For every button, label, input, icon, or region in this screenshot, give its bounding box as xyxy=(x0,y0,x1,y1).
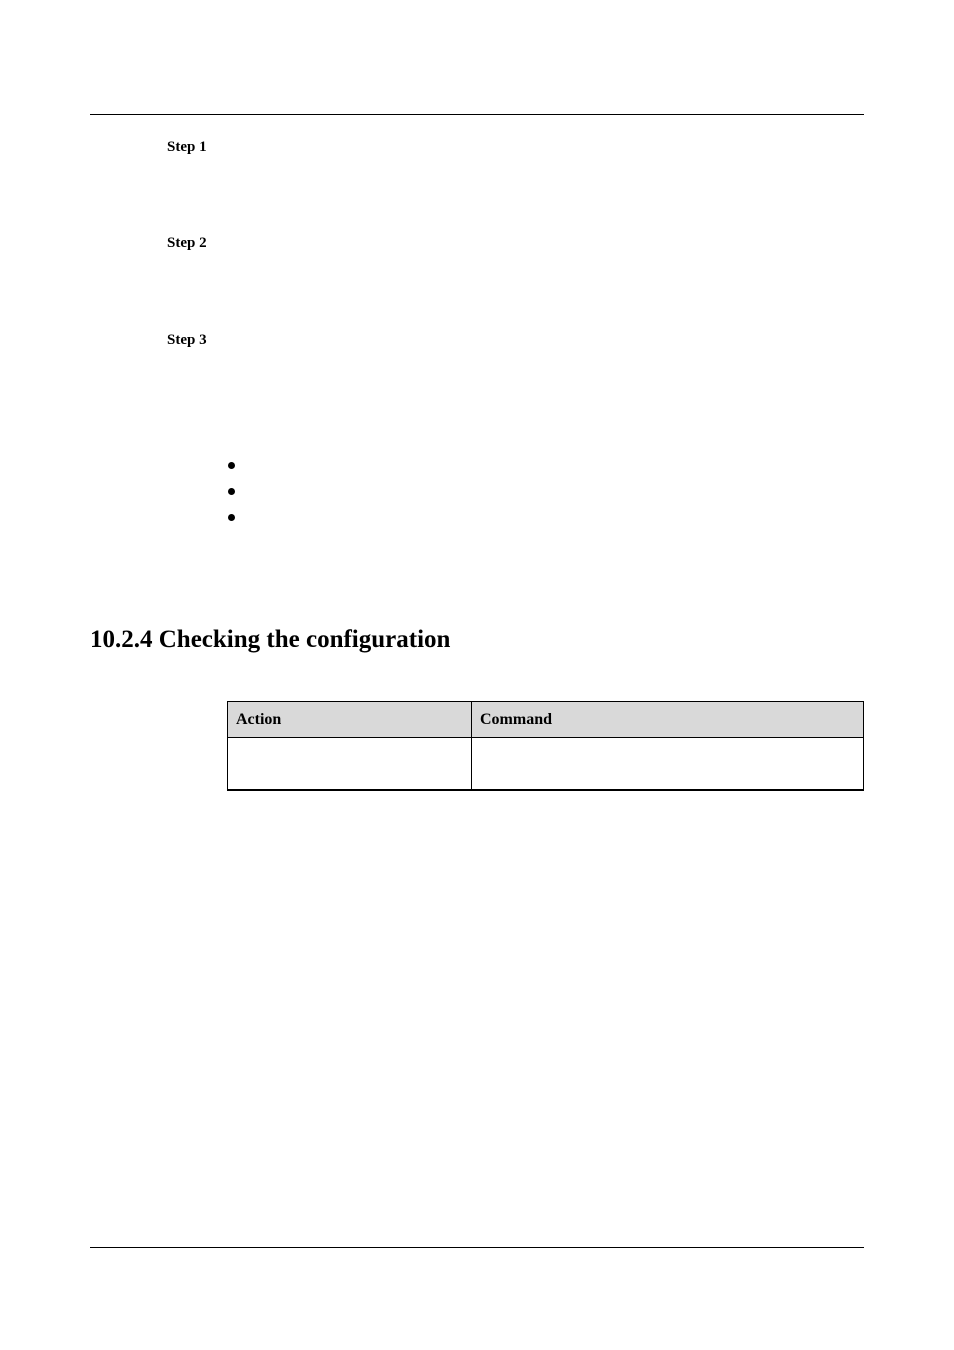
list-item xyxy=(226,456,826,482)
config-table xyxy=(227,701,864,791)
step-3-label: Step 3 xyxy=(167,332,207,348)
column-header-command: Command xyxy=(472,702,864,738)
table-header-row xyxy=(228,702,864,738)
footer-rule xyxy=(90,1247,864,1248)
table-row xyxy=(228,738,864,791)
header-rule xyxy=(90,114,864,115)
bullet-icon xyxy=(228,488,235,495)
section-heading: 10.2.4 Checking the configuration xyxy=(90,626,451,653)
table-cell-command xyxy=(472,738,864,791)
bullet-list xyxy=(226,456,826,534)
table-cell-action xyxy=(228,738,472,791)
bullet-icon xyxy=(228,462,235,469)
step-2-label: Step 2 xyxy=(167,235,207,251)
list-item xyxy=(226,508,826,534)
list-item xyxy=(226,482,826,508)
bullet-icon xyxy=(228,514,235,521)
step-1-label: Step 1 xyxy=(167,139,207,155)
column-header-action: Action xyxy=(228,702,472,738)
